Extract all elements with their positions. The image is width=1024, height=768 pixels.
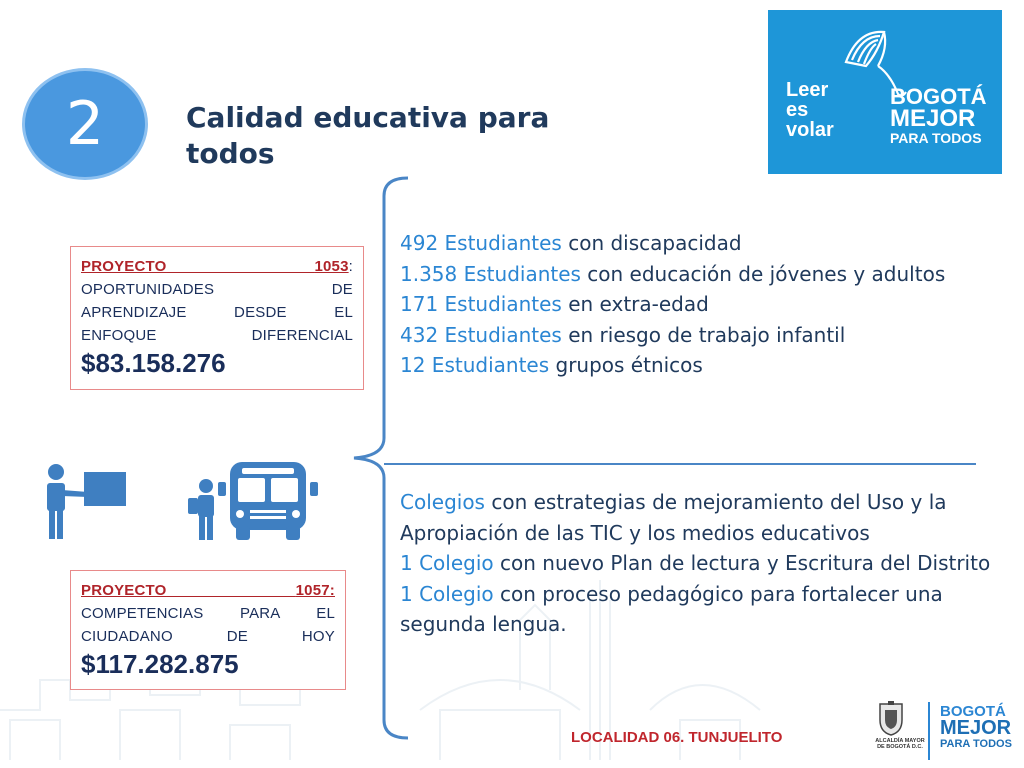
coat-of-arms-icon xyxy=(874,700,908,736)
project-1057-code: 1057: xyxy=(295,582,335,599)
schools-item xyxy=(400,487,1000,548)
project-1057-box xyxy=(70,570,346,690)
footer-separator xyxy=(928,702,930,760)
project-1057-line-1: COMPETENCIAS PARA EL xyxy=(81,605,335,622)
section-divider xyxy=(384,463,976,465)
schools-item xyxy=(400,548,1000,579)
schools-count: Colegios xyxy=(400,490,485,514)
schools-list xyxy=(400,487,1000,640)
bogota-mejor-footer-logo xyxy=(940,704,1012,750)
students-desc: en riesgo de trabajo infantil xyxy=(561,322,846,347)
project-1053-amount: $83.158.276 xyxy=(81,348,226,378)
project-1053-label: PROYECTO xyxy=(81,258,167,275)
logo-bogota: BOGOTÁ xyxy=(890,84,987,109)
schools-count: 1 Colegio xyxy=(400,551,494,575)
slide-number: 2 xyxy=(65,89,105,159)
students-item xyxy=(400,350,1000,381)
students-desc: grupos étnicos xyxy=(549,353,703,377)
students-desc: con educación de jóvenes y adultos xyxy=(580,261,946,286)
logo-leer: Leer xyxy=(786,79,829,101)
footer-bogota: BOGOTÁ xyxy=(940,703,1006,720)
bogota-mejor-logo-text xyxy=(890,86,987,146)
leer-es-volar-logo xyxy=(768,10,1002,174)
students-desc: en extra-edad xyxy=(561,292,709,316)
leer-es-volar-text xyxy=(786,80,834,140)
student-icon xyxy=(186,478,220,542)
footer-para-todos: PARA TODOS xyxy=(940,738,1012,750)
project-1053-header xyxy=(81,255,353,278)
page-title: Calidad educativa para todos xyxy=(186,101,550,170)
students-count: 171 Estudiantes xyxy=(400,292,562,316)
students-count: 1.358 Estudiantes xyxy=(400,261,581,286)
students-count: 492 Estudiantes xyxy=(400,231,562,255)
students-item xyxy=(400,320,1000,351)
students-list xyxy=(400,228,1000,381)
slide-number-badge xyxy=(22,68,148,180)
schools-desc: con proceso pedagógico para fortalecer una segunda lengua. xyxy=(400,581,943,636)
students-desc: con discapacidad xyxy=(561,231,742,255)
project-1053-colon: : xyxy=(348,258,353,275)
footer-mejor: MEJOR xyxy=(940,717,1012,739)
project-1053-line-2: APRENDIZAJE DESDE EL xyxy=(81,304,353,321)
students-item xyxy=(400,259,1000,290)
schools-desc: con estrategias de mejoramiento del Uso y la Apropiación de las TIC y los medios educativos xyxy=(400,490,947,545)
students-count: 12 Estudiantes xyxy=(400,353,550,377)
school-bus-icon xyxy=(218,460,318,542)
project-1057-label: PROYECTO xyxy=(81,582,167,599)
schools-item xyxy=(400,579,1000,640)
project-1053-box xyxy=(70,246,364,390)
students-item xyxy=(400,289,1000,320)
project-1057-line-2: CIUDADANO DE HOY xyxy=(81,628,335,645)
logo-para-todos: PARA TODOS xyxy=(890,130,982,146)
logo-mejor: MEJOR xyxy=(890,105,976,132)
alcaldia-line-1: ALCALDÍA MAYOR xyxy=(875,738,925,744)
logo-es: es xyxy=(786,99,809,121)
project-1057-amount: $117.282.875 xyxy=(81,649,239,679)
schools-count: 1 Colegio xyxy=(400,581,494,606)
students-count: 432 Estudiantes xyxy=(400,322,562,347)
project-1053-line-1: OPORTUNIDADES DE xyxy=(81,281,353,298)
students-item xyxy=(400,228,1000,259)
project-1057-spacer xyxy=(167,582,296,599)
logo-volar: volar xyxy=(786,119,834,141)
project-1053-spacer xyxy=(167,258,315,275)
schools-desc: con nuevo Plan de lectura y Escritura del Distrito xyxy=(493,551,991,575)
project-1053-line-3: ENFOQUE DIFERENCIAL xyxy=(81,327,353,344)
locality-label: LOCALIDAD 06. TUNJUELITO xyxy=(571,729,783,746)
alcaldia-line-2: DE BOGOTÁ D.C. xyxy=(877,744,923,750)
project-1053-code: 1053 xyxy=(314,258,349,275)
teacher-icon xyxy=(44,462,126,542)
project-1057-header xyxy=(81,579,335,602)
